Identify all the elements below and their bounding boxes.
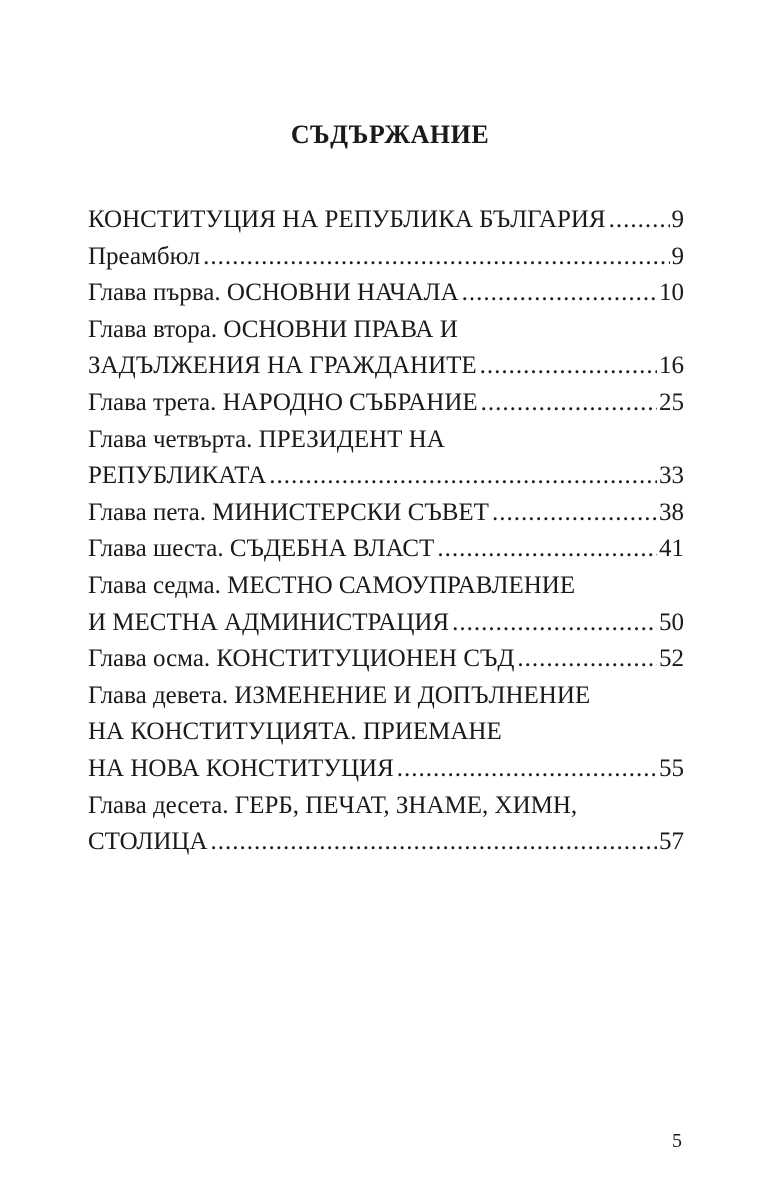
toc-entry-page-number: 38	[659, 498, 684, 526]
page-title: СЪДЪРЖАНИЕ	[290, 120, 490, 149]
toc-entry-line	[88, 385, 684, 422]
toc-entry-title: Глава първа. ОСНОВНИ НАЧАЛА	[88, 279, 459, 307]
toc-entry[interactable]	[88, 641, 684, 678]
toc-entry-line	[88, 678, 684, 715]
toc-entry[interactable]	[88, 239, 684, 276]
dot-leader	[609, 202, 670, 239]
toc-entry-line	[88, 824, 684, 861]
toc-entry[interactable]	[88, 202, 684, 239]
toc-entry-page-number: 55	[659, 754, 684, 782]
toc-entry-line	[88, 641, 684, 678]
toc-entry-title: Глава пета. МИНИСТЕРСКИ СЪВЕТ	[88, 498, 489, 526]
toc-entry[interactable]	[88, 678, 684, 788]
toc-entry-line	[88, 348, 684, 385]
toc-entry-page-number: 10	[659, 279, 684, 307]
toc-entry-page-number: 52	[659, 645, 684, 673]
toc-entry-line	[88, 751, 684, 788]
dot-leader	[480, 348, 657, 385]
toc-entry[interactable]	[88, 275, 684, 312]
toc-entry-title: РЕПУБЛИКАТА	[88, 462, 267, 490]
toc-entry-title: Глава четвърта. ПРЕЗИДЕНТ НА	[88, 425, 445, 453]
toc-entry-line	[88, 568, 684, 605]
toc-entry-line	[88, 312, 684, 349]
toc-entry-page-number: 16	[659, 352, 684, 380]
dot-leader	[462, 275, 657, 312]
toc-entry[interactable]	[88, 385, 684, 422]
toc-entry[interactable]	[88, 495, 684, 532]
toc-entry-title: Глава осма. КОНСТИТУЦИОНЕН СЪД	[88, 645, 515, 673]
toc-entry-line	[88, 495, 684, 532]
toc-entry-page-number: 57	[659, 828, 684, 856]
toc-entry-title: Преамбюл	[88, 242, 201, 270]
toc-entry-title: Глава трета. НАРОДНО СЪБРАНИЕ	[88, 388, 478, 416]
dot-leader	[437, 531, 657, 568]
toc-entry-page-number: 9	[671, 242, 684, 270]
toc-entry[interactable]	[88, 568, 684, 641]
toc-entry-title: Глава десета. ГЕРБ, ПЕЧАТ, ЗНАМЕ, ХИМН,	[88, 791, 578, 819]
toc-entry-page-number: 9	[671, 206, 684, 233]
toc-entry[interactable]	[88, 422, 684, 495]
toc-entry-title: Глава шеста. СЪДЕБНА ВЛАСТ	[88, 535, 435, 563]
dot-leader	[517, 641, 657, 678]
toc-entry-line	[88, 458, 684, 495]
toc-entry-title: ЗАДЪЛЖЕНИЯ НА ГРАЖДАНИТЕ	[88, 352, 477, 380]
toc-entry-line	[88, 422, 684, 459]
dot-leader	[481, 385, 657, 422]
dot-leader	[452, 605, 657, 642]
dot-leader	[269, 458, 657, 495]
toc-entry-title: КОНСТИТУЦИЯ НА РЕПУБЛИКА БЪЛГАРИЯ	[88, 206, 606, 233]
toc-entry-page-number: 50	[659, 608, 684, 636]
toc-entry-title: НА КОНСТИТУЦИЯТА. ПРИЕМАНЕ	[88, 718, 502, 746]
toc-entry-line	[88, 788, 684, 825]
dot-leader	[492, 495, 657, 532]
toc-entry-page-number: 33	[659, 462, 684, 490]
toc-entry-title: НА НОВА КОНСТИТУЦИЯ	[88, 754, 394, 782]
toc-entry-title: Глава втора. ОСНОВНИ ПРАВА И	[88, 315, 458, 343]
toc-entry-title: Глава седма. МЕСТНО САМОУПРАВЛЕНИЕ	[88, 571, 576, 599]
toc-entry-line	[88, 275, 684, 312]
dot-leader	[397, 751, 657, 788]
table-of-contents	[88, 202, 684, 861]
toc-entry-line	[88, 531, 684, 568]
toc-entry-line	[88, 714, 684, 751]
toc-entry-page-number: 41	[659, 535, 684, 563]
toc-entry-page-number: 25	[659, 388, 684, 416]
toc-entry-title: И МЕСТНА АДМИНИСТРАЦИЯ	[88, 608, 450, 636]
toc-entry-line	[88, 605, 684, 642]
toc-entry-line	[88, 239, 684, 276]
page-number: 5	[672, 1130, 682, 1152]
toc-entry[interactable]	[88, 531, 684, 568]
toc-entry[interactable]	[88, 312, 684, 385]
toc-entry-title: СТОЛИЦА	[88, 828, 208, 856]
toc-entry[interactable]	[88, 788, 684, 861]
dot-leader	[203, 239, 669, 276]
toc-entry-line	[88, 202, 684, 239]
dot-leader	[211, 824, 657, 861]
toc-entry-title: Глава девета. ИЗМЕНЕНИЕ И ДОПЪЛНЕНИЕ	[88, 681, 591, 709]
